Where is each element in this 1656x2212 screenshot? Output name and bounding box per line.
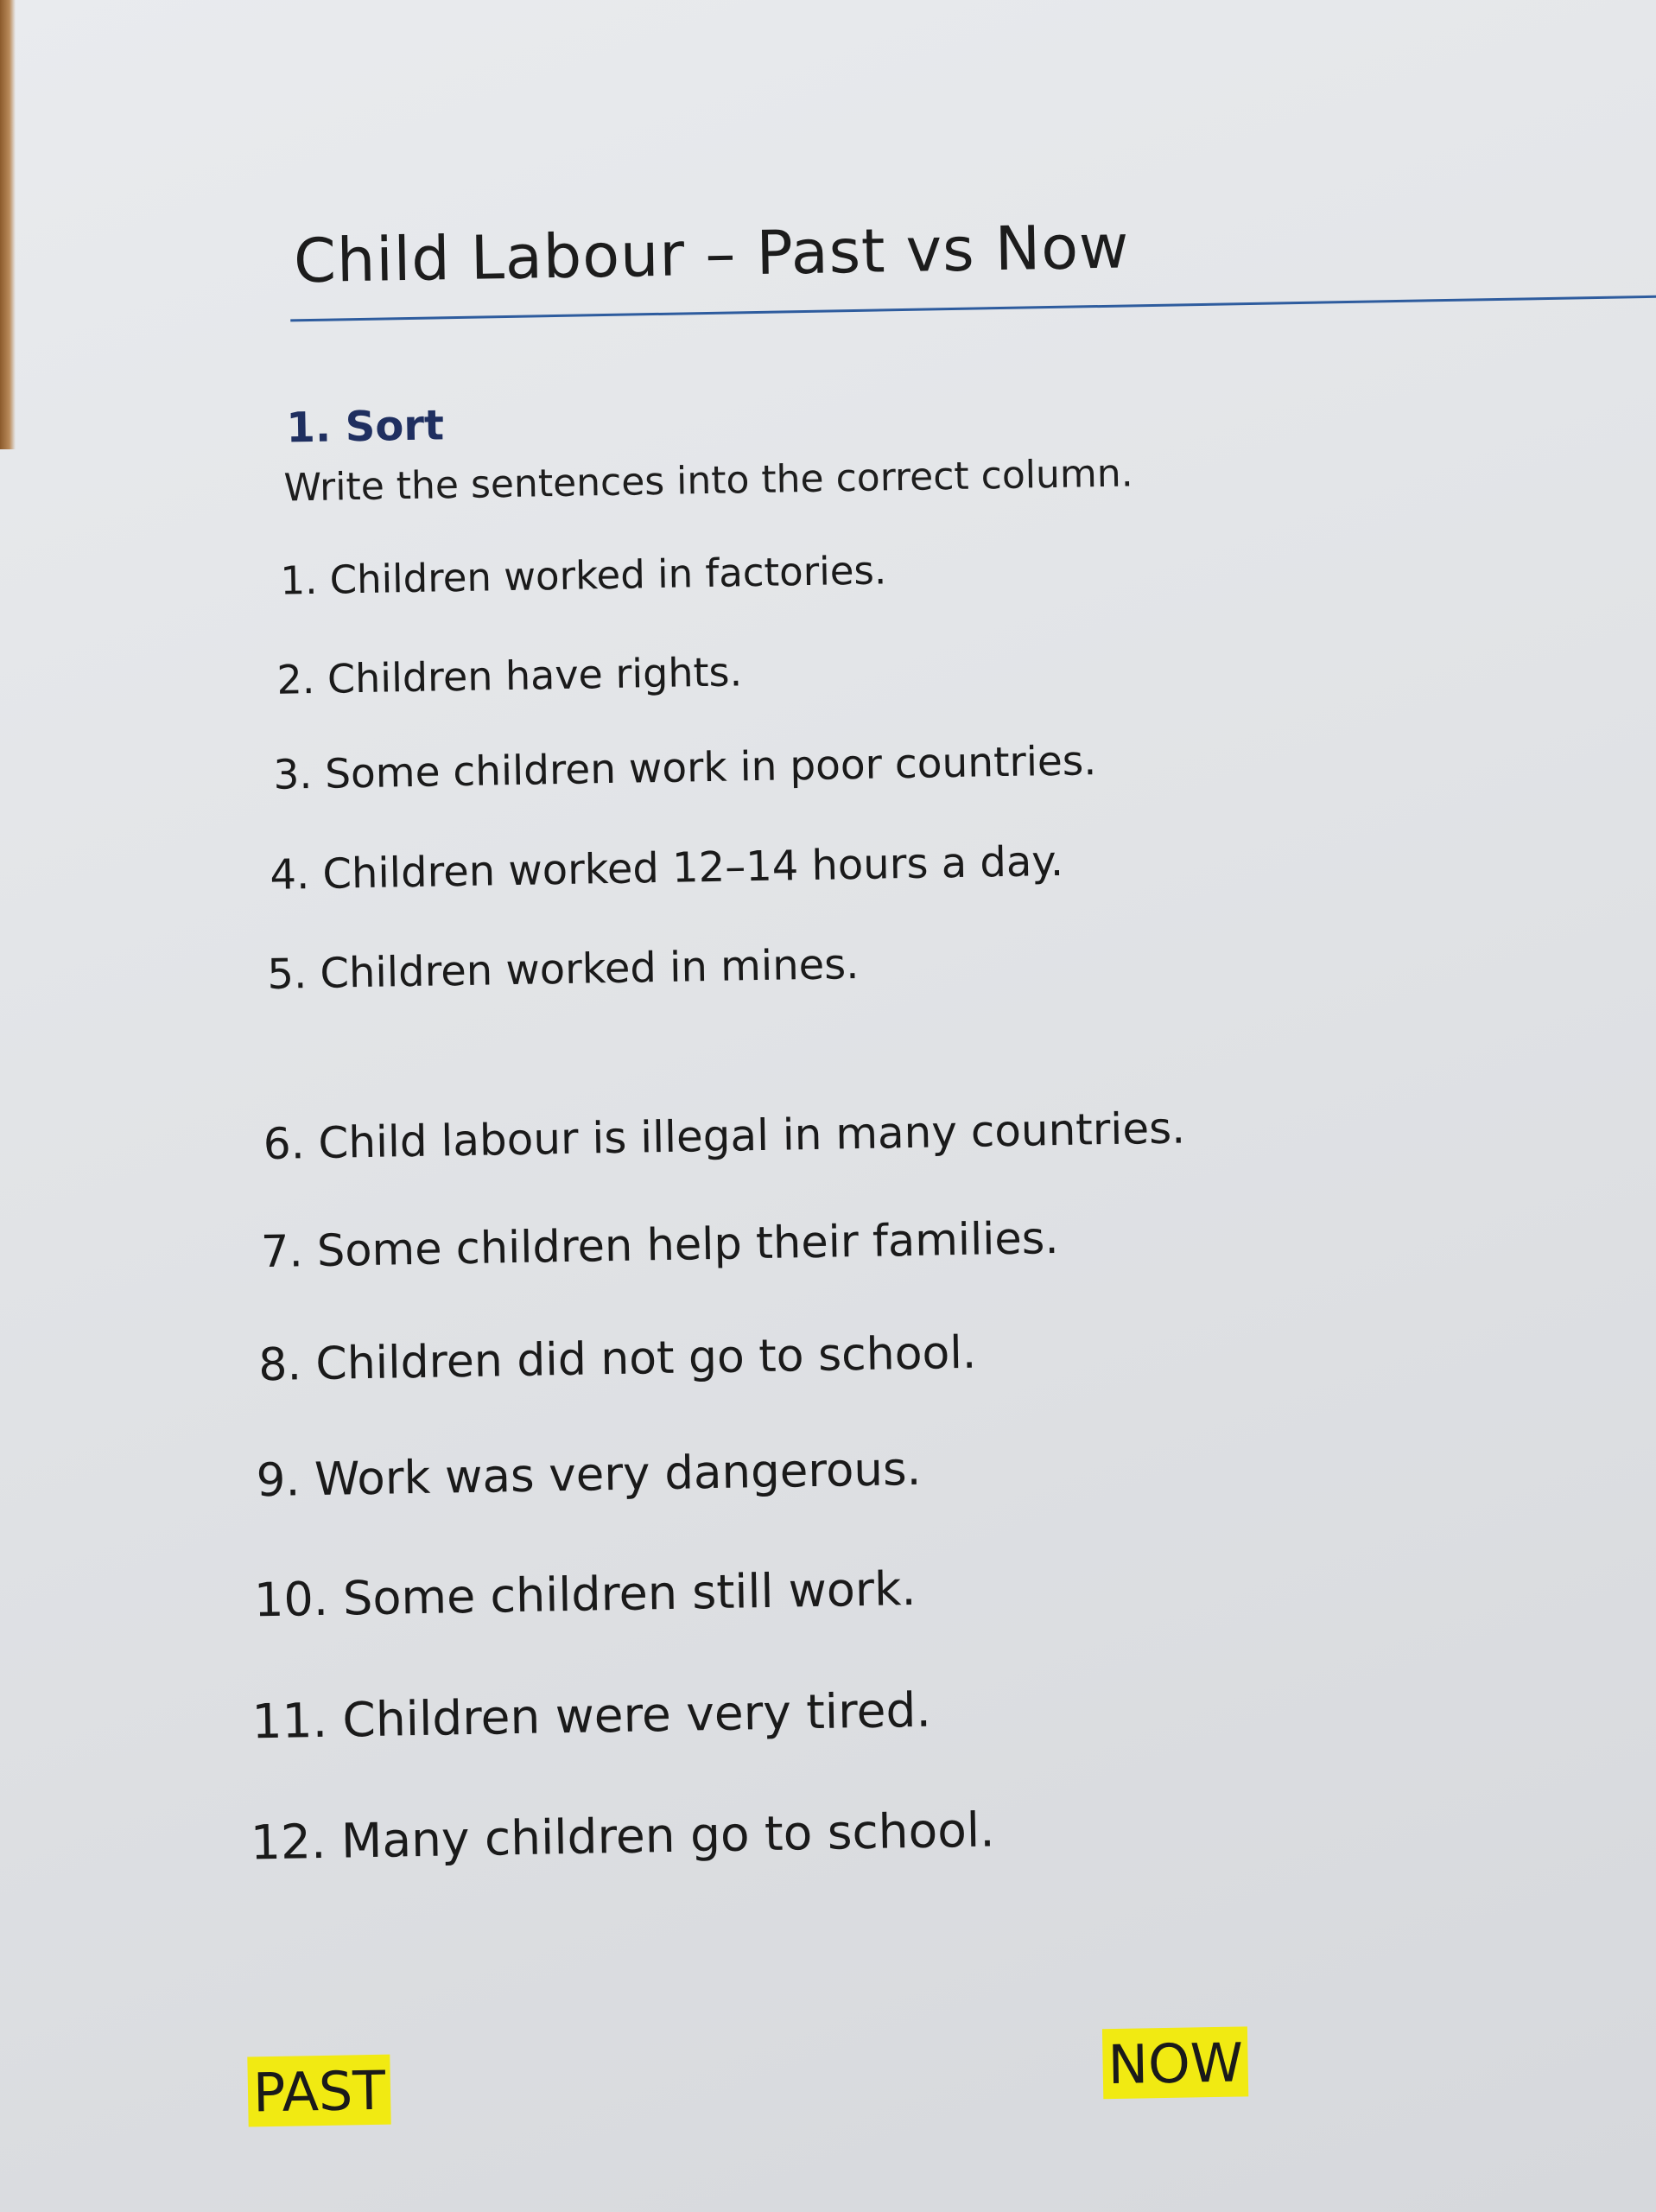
section-heading: 1. Sort (285, 401, 445, 453)
sentence-item-3: 3. Some children work in poor countries. (272, 737, 1097, 799)
sentence-item-1: 1. Children worked in factories. (280, 547, 887, 604)
sentence-item-2: 2. Children have rights. (276, 648, 743, 703)
sentence-item-12: 12. Many children go to school. (250, 1802, 996, 1871)
sentence-item-7: 7. Some children help their families. (260, 1213, 1060, 1279)
sentence-item-10: 10. Some children still work. (253, 1560, 917, 1628)
title-underline (290, 295, 1656, 321)
sentence-item-6: 6. Child labour is illegal in many countries. (263, 1103, 1186, 1170)
sentence-item-5: 5. Children worked in mines. (266, 940, 860, 999)
past-column-label: PAST (247, 2055, 390, 2127)
sentence-item-8: 8. Children did not go to school. (257, 1326, 977, 1392)
now-column-label: NOW (1102, 2026, 1249, 2099)
sentence-item-11: 11. Children were very tired. (251, 1681, 932, 1750)
sentence-item-4: 4. Children worked 12–14 hours a day. (269, 836, 1064, 899)
instruction-text: Write the sentences into the correct column. (283, 451, 1134, 511)
sentence-item-9: 9. Work was very dangerous. (256, 1442, 922, 1508)
worksheet-title: Child Labour – Past vs Now (293, 211, 1130, 297)
